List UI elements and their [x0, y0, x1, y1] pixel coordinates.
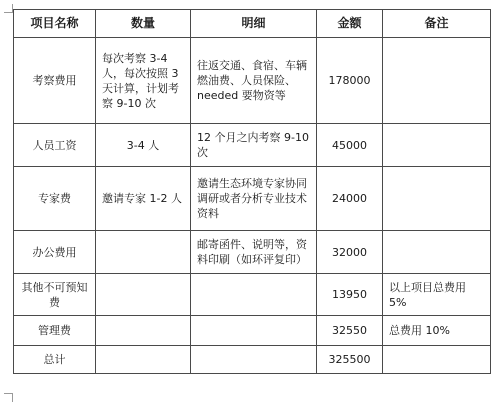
header-item-name: 项目名称 [14, 10, 96, 38]
detail-cell: 往返交通、食宿、车辆燃油费、人员保险、needed 要物资等 [191, 38, 317, 124]
quantity-cell [96, 316, 191, 346]
detail-cell: 邀请生态环境专家协同调研或者分析专业技术资料 [191, 167, 317, 231]
table-row [14, 38, 491, 124]
item-name-cell: 办公费用 [14, 231, 96, 274]
item-name-cell: 人员工资 [14, 124, 96, 167]
table-row [14, 231, 491, 274]
amount-cell: 24000 [317, 167, 383, 231]
note-cell [383, 346, 491, 374]
quantity-cell [96, 274, 191, 316]
note-cell: 以上项目总费用 5% [383, 274, 491, 316]
amount-cell: 13950 [317, 274, 383, 316]
header-quantity: 数量 [96, 10, 191, 38]
table-row [14, 124, 491, 167]
table-row-total [14, 346, 491, 374]
detail-cell [191, 346, 317, 374]
header-detail: 明细 [191, 10, 317, 38]
table-row [14, 167, 491, 231]
header-note: 备注 [383, 10, 491, 38]
note-cell [383, 38, 491, 124]
quantity-cell [96, 346, 191, 374]
detail-cell: 邮寄函件、说明等，资料印刷（如环评复印） [191, 231, 317, 274]
detail-cell [191, 274, 317, 316]
crop-mark-top-left [4, 4, 13, 13]
item-name-cell: 专家费 [14, 167, 96, 231]
note-cell [383, 124, 491, 167]
item-name-cell: 其他不可预知费 [14, 274, 96, 316]
crop-mark-bottom-left [4, 393, 13, 402]
note-cell: 总费用 10% [383, 316, 491, 346]
table-row [14, 316, 491, 346]
note-cell [383, 231, 491, 274]
note-cell [383, 167, 491, 231]
amount-cell: 45000 [317, 124, 383, 167]
amount-cell: 32550 [317, 316, 383, 346]
quantity-cell: 3-4 人 [96, 124, 191, 167]
table-header-row [14, 10, 491, 38]
amount-cell: 178000 [317, 38, 383, 124]
item-name-cell: 管理费 [14, 316, 96, 346]
item-name-cell: 总计 [14, 346, 96, 374]
quantity-cell: 每次考察 3-4 人，每次按照 3 天计算，计划考察 9-10 次 [96, 38, 191, 124]
detail-cell [191, 316, 317, 346]
table-row [14, 274, 491, 316]
quantity-cell [96, 231, 191, 274]
budget-table [13, 9, 491, 374]
header-amount: 金额 [317, 10, 383, 38]
quantity-cell: 邀请专家 1-2 人 [96, 167, 191, 231]
item-name-cell: 考察费用 [14, 38, 96, 124]
amount-cell: 32000 [317, 231, 383, 274]
detail-cell: 12 个月之内考察 9-10 次 [191, 124, 317, 167]
amount-cell: 325500 [317, 346, 383, 374]
